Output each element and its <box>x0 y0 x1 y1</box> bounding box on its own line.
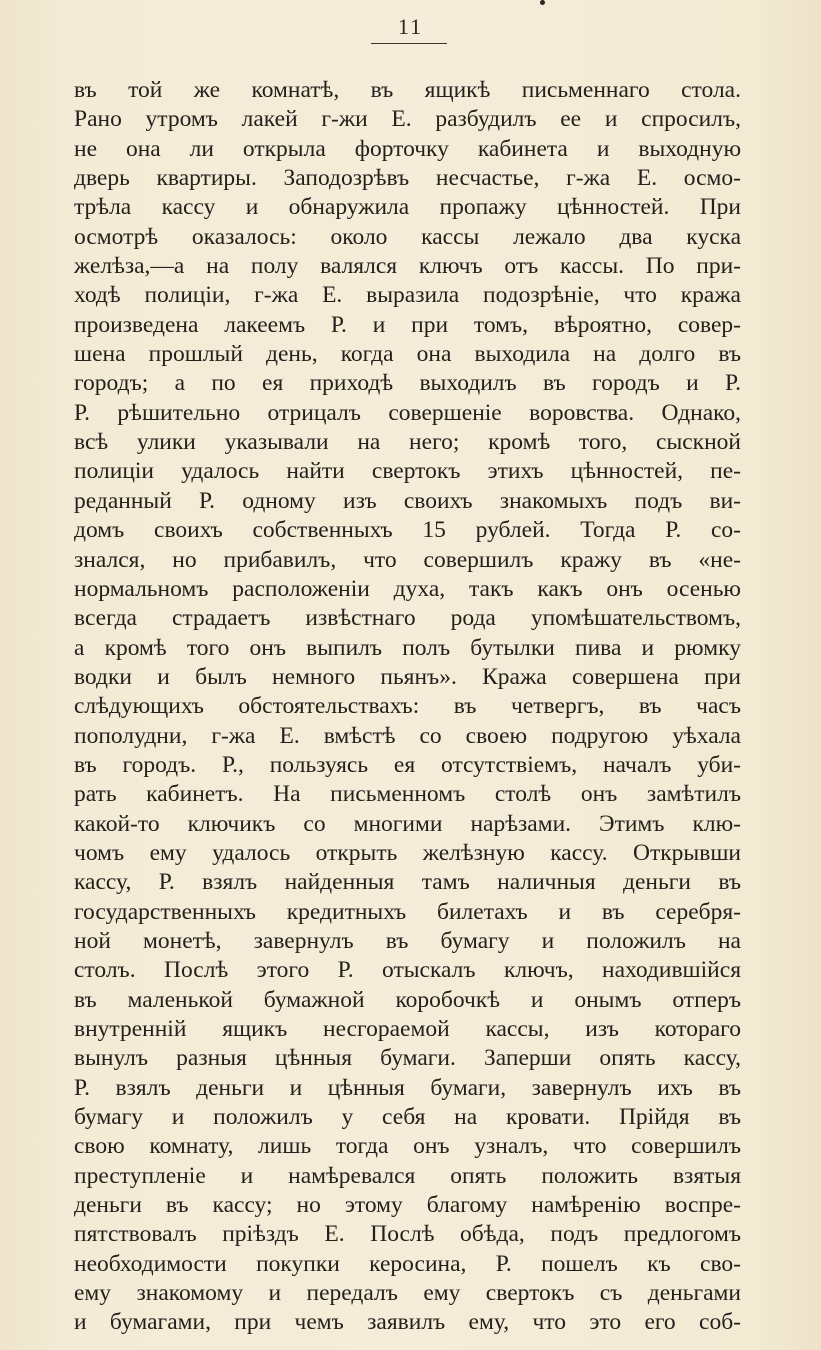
text-line: произведена лакеемъ Р. и при томъ, вѣроятно, совер- <box>74 311 741 338</box>
text-line: водки и былъ немного пьянъ». Кража совершена при <box>74 663 741 690</box>
text-line: Рано утромъ лакей г-жи Е. разбудилъ ее и спросилъ, <box>74 106 741 133</box>
text-line: а кромѣ того онъ выпилъ полъ бутылки пива и рюмку <box>74 634 741 661</box>
text-line: знался, но прибавилъ, что совершилъ кражу въ «не- <box>74 546 741 573</box>
text-line: пополудни, г-жа Е. вмѣстѣ со своею подругою уѣхала <box>74 722 741 749</box>
text-line: бумагу и положилъ у себя на кровати. Прійдя въ <box>74 1104 741 1131</box>
text-line: дверь квартиры. Заподозрѣвъ несчастье, г-жа Е. осмо- <box>74 165 741 192</box>
text-line: трѣла кассу и обнаружила пропажу цѣнностей. При <box>74 194 741 221</box>
text-line: государственныхъ кредитныхъ билетахъ и въ серебря- <box>74 898 741 925</box>
text-line: въ маленькой бумажной коробочкѣ и онымъ отперъ <box>74 986 741 1013</box>
text-line: деньги въ кассу; но этому благому намѣренію воспре- <box>74 1192 741 1219</box>
text-line: ной монетѣ, завернулъ въ бумагу и положилъ на <box>74 927 741 954</box>
text-line: осмотрѣ оказалось: около кассы лежало два куска <box>74 223 741 250</box>
text-line: городъ; а по ея приходѣ выходилъ въ городъ и Р. <box>74 370 741 397</box>
text-line: желѣза,—а на полу валялся ключъ отъ кассы. По при- <box>74 253 741 280</box>
ink-speck <box>540 0 545 5</box>
text-line: чомъ ему удалось открыть желѣзную кассу. Открывши <box>74 839 741 866</box>
text-line: слѣдующихъ обстоятельствахъ: въ четвергъ, въ часъ <box>74 693 741 720</box>
text-line: шена прошлый день, когда она выходила на долго въ <box>74 341 741 368</box>
text-line: всѣ улики указывали на него; кромѣ того, сыскной <box>74 429 741 456</box>
text-line: внутренній ящикъ несгораемой кассы, изъ котораго <box>74 1016 741 1042</box>
text-line: пятствовалъ пріѣздъ Е. Послѣ обѣда, подъ предлогомъ <box>74 1221 741 1248</box>
text-line: вынулъ разныя цѣнныя бумаги. Заперши опять кассу, <box>74 1045 741 1072</box>
text-line: какой-то ключикъ со многими нарѣзами. Этимъ клю- <box>74 810 741 837</box>
text-line: Р. взялъ деньги и цѣнныя бумаги, завернулъ ихъ въ <box>74 1074 741 1101</box>
text-line: всегда страдаетъ извѣстнаго рода упомѣшательствомъ, <box>74 605 741 632</box>
page-number: 11 <box>397 14 424 39</box>
body-text <box>74 76 741 1338</box>
text-line: ему знакомому и передалъ ему свертокъ съ деньгами <box>74 1280 741 1307</box>
text-line: и бумагами, при чемъ заявилъ ему, что это его соб- <box>74 1309 741 1336</box>
text-line: необходимости покупки керосина, Р. пошелъ къ сво- <box>74 1250 741 1277</box>
text-line: полиціи удалось найти свертокъ этихъ цѣнностей, пе- <box>74 458 741 485</box>
text-line: столъ. Послѣ этого Р. отыскалъ ключъ, находившійся <box>74 957 741 984</box>
text-line: въ той же комнатѣ, въ ящикѣ письменнаго стола. <box>74 77 741 103</box>
text-line: рать кабинетъ. На письменномъ столѣ онъ замѣтилъ <box>74 781 741 808</box>
text-line: свою комнату, лишь тогда онъ узналъ, что совершилъ <box>74 1133 741 1160</box>
text-line: домъ своихъ собственныхъ 15 рублей. Тогда Р. со- <box>74 517 741 544</box>
text-line: реданный Р. одному изъ своихъ знакомыхъ подъ ви- <box>74 487 741 514</box>
header-rule <box>371 43 447 44</box>
text-line: ходѣ полиціи, г-жа Е. выразила подозрѣніе, что кража <box>74 282 741 309</box>
text-line: Р. рѣшительно отрицалъ совершеніе воровства. Однако, <box>74 399 741 426</box>
text-line: не она ли открыла форточку кабинета и выходную <box>74 135 741 162</box>
text-line: въ городъ. Р., пользуясь ея отсутствіемъ, началъ уби- <box>74 751 741 778</box>
text-line: преступленіе и намѣревался опять положить взятыя <box>74 1162 741 1189</box>
text-line: нормальномъ расположеніи духа, такъ какъ онъ осенью <box>74 575 741 602</box>
text-line: кассу, Р. взялъ найденныя тамъ наличныя деньги въ <box>74 869 741 896</box>
